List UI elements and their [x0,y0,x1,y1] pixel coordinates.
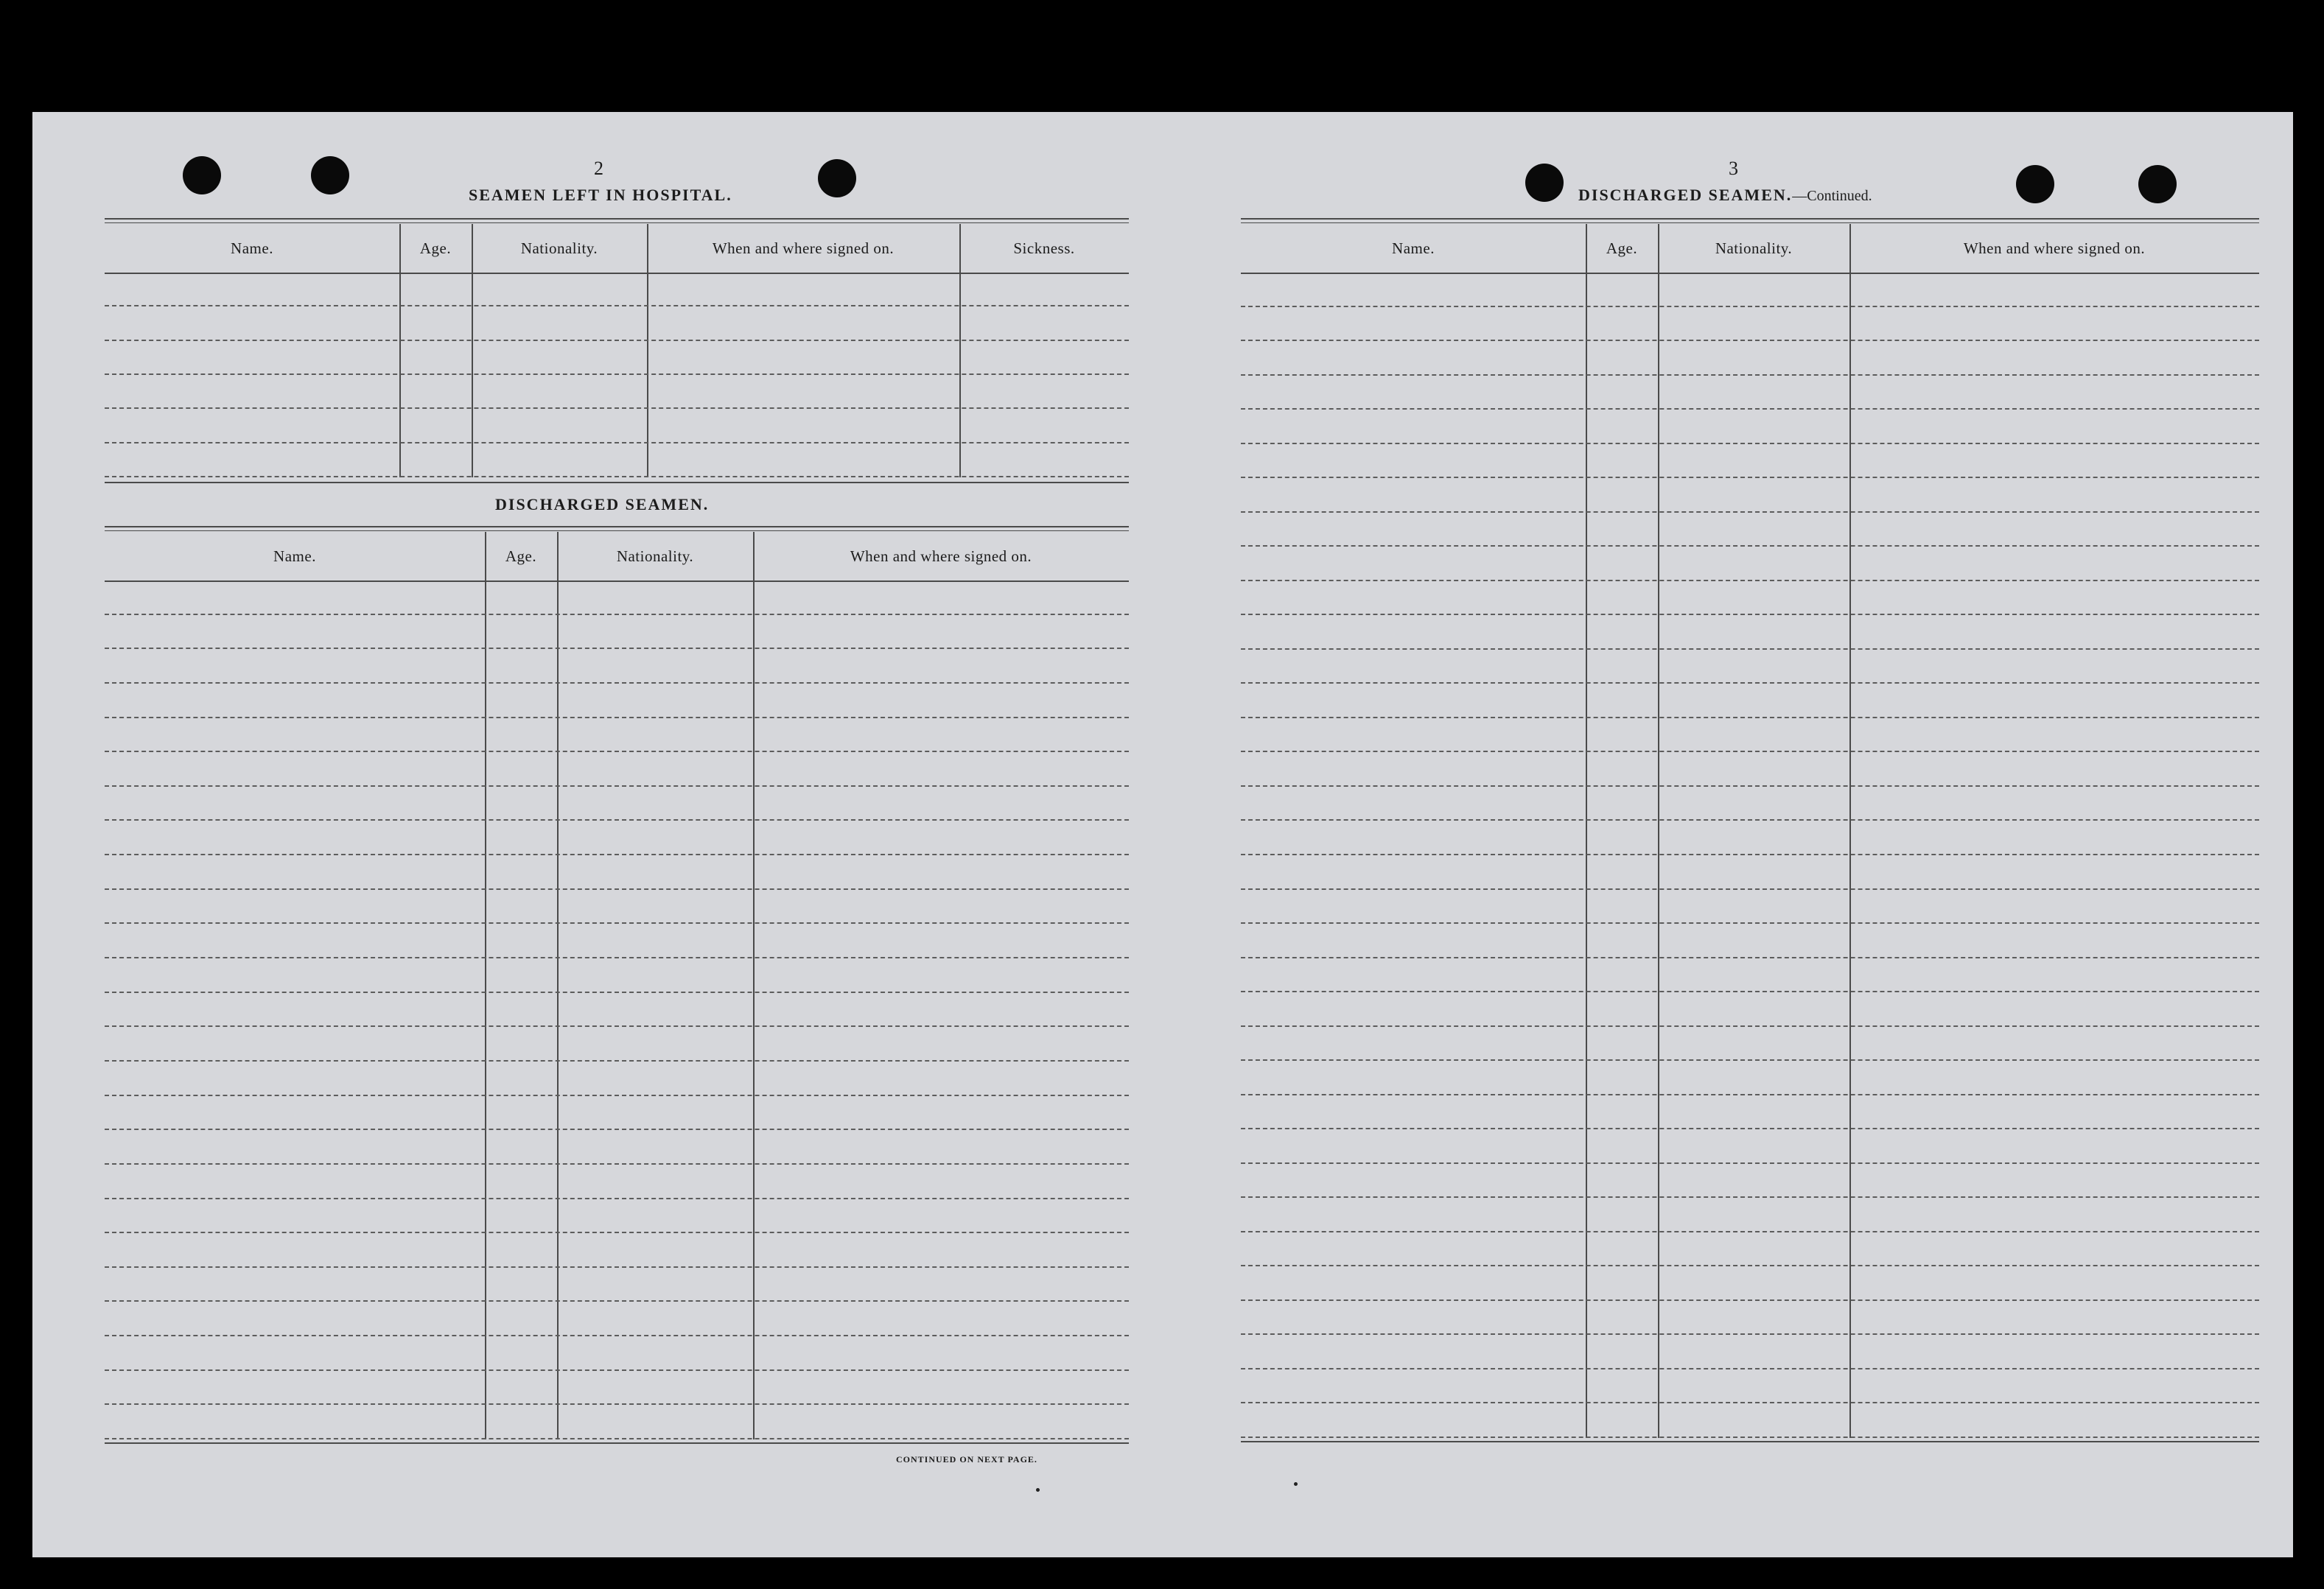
discharged-continued-table [1241,224,2259,1438]
column-header: Age. [1606,239,1638,257]
entry-row-line [1241,1368,2259,1369]
right-top-rule-2 [1241,222,2259,223]
ink-speck [1036,1488,1040,1492]
entry-row-line [105,1198,1129,1199]
entry-row-line [1241,888,2259,890]
punch-hole [311,156,349,194]
page-number-left: 2 [594,158,603,179]
entry-row-line [1241,511,2259,513]
entry-row-line [1241,717,2259,718]
continued-note: CONTINUED ON NEXT PAGE. [896,1454,1037,1465]
header-rule [105,580,1129,582]
entry-row-line [1241,922,2259,924]
discharged-continued-title [1578,186,1872,205]
column-header: Name. [231,239,273,257]
entry-row-line [105,476,1129,477]
hospital-section-title: SEAMEN LEFT IN HOSPITAL. [469,186,732,204]
entry-row-line [1241,1265,2259,1266]
punch-hole [1525,164,1564,202]
column-header: When and where signed on. [712,239,895,257]
column-divider [647,224,648,477]
column-header: Nationality. [616,547,694,565]
entry-row-line [1241,819,2259,821]
entry-row-line [105,648,1129,649]
continued-suffix: —Continued. [1792,188,1872,204]
entry-row-line [105,854,1129,855]
entry-row-line [105,888,1129,890]
discharged-bottom-rule [105,1442,1129,1444]
entry-row-line [1241,1402,2259,1403]
entry-row-line [105,1025,1129,1027]
entry-row-line [1241,1162,2259,1164]
entry-row-line [1241,1333,2259,1335]
entry-row-line [105,1095,1129,1096]
column-header: Age. [419,239,452,257]
entry-row-line [105,819,1129,821]
column-divider [557,532,559,1439]
hospital-table [105,224,1129,477]
entry-row-line [1241,374,2259,376]
column-divider [753,532,755,1439]
entry-row-line [1241,957,2259,958]
column-header: Nationality. [520,239,598,257]
column-divider [1849,224,1851,1438]
punch-hole [2016,165,2054,203]
hospital-top-rule [105,218,1129,220]
header-rule [1241,273,2259,274]
entry-row-line [105,992,1129,993]
hospital-top-rule-2 [105,222,1129,223]
entry-row-line [105,614,1129,615]
discharged-continued-title-text: DISCHARGED SEAMEN. [1578,186,1793,204]
column-header: Name. [1392,239,1435,257]
discharged-table [105,532,1129,1439]
entry-row-line [1241,682,2259,684]
header-rule [105,273,1129,274]
column-header: When and where signed on. [1963,239,2146,257]
entry-row-line [1241,443,2259,444]
hospital-bottom-rule [105,482,1129,483]
column-header: Name. [273,547,316,565]
column-divider [1586,224,1587,1438]
entry-row-line [1241,1231,2259,1232]
entry-row-line [105,442,1129,443]
right-top-rule [1241,218,2259,220]
entry-row-line [105,922,1129,924]
entry-row-line [105,373,1129,375]
entry-row-line [105,1232,1129,1233]
entry-row-line [1241,614,2259,615]
column-divider [472,224,473,477]
entry-row-line [1241,991,2259,992]
column-divider [959,224,961,477]
column-divider [399,224,401,477]
column-header: Age. [505,547,537,565]
entry-row-line [105,1266,1129,1268]
entry-row-line [1241,477,2259,478]
ink-speck [1294,1482,1298,1486]
entry-row-line [105,1060,1129,1062]
entry-row-line [105,1129,1129,1130]
entry-row-line [1241,580,2259,581]
entry-row-line [1241,340,2259,341]
punch-hole [818,159,856,197]
entry-row-line [105,305,1129,306]
entry-row-line [1241,1094,2259,1095]
punch-hole [183,156,221,194]
entry-row-line [105,1163,1129,1165]
entry-row-line [1241,1059,2259,1061]
entry-row-line [105,1438,1129,1439]
entry-row-line [105,1369,1129,1371]
entry-row-line [1241,545,2259,547]
entry-row-line [105,785,1129,787]
column-header: Sickness. [1013,239,1075,257]
entry-row-line [105,682,1129,684]
column-divider [485,532,486,1439]
entry-row-line [105,1300,1129,1302]
entry-row-line [1241,785,2259,787]
entry-row-line [105,751,1129,752]
document-sheet [32,112,2293,1557]
entry-row-line [1241,751,2259,752]
entry-row-line [1241,1128,2259,1129]
entry-row-line [1241,854,2259,855]
entry-row-line [1241,1437,2259,1438]
discharged-top-rule [105,526,1129,527]
discharged-section-title: DISCHARGED SEAMEN. [495,495,710,513]
punch-hole [2138,165,2177,203]
entry-row-line [105,1335,1129,1336]
column-header: When and where signed on. [850,547,1032,565]
entry-row-line [105,1403,1129,1405]
entry-row-line [1241,1299,2259,1301]
right-bottom-rule [1241,1441,2259,1442]
entry-row-line [1241,1196,2259,1198]
entry-row-line [105,957,1129,958]
page-number-right: 3 [1729,158,1738,179]
entry-row-line [1241,408,2259,410]
entry-row-line [105,717,1129,718]
entry-row-line [1241,306,2259,307]
discharged-top-rule-2 [105,530,1129,531]
entry-row-line [1241,1025,2259,1027]
column-header: Nationality. [1715,239,1793,257]
column-divider [1658,224,1659,1438]
entry-row-line [105,407,1129,409]
entry-row-line [1241,648,2259,650]
entry-row-line [105,340,1129,341]
